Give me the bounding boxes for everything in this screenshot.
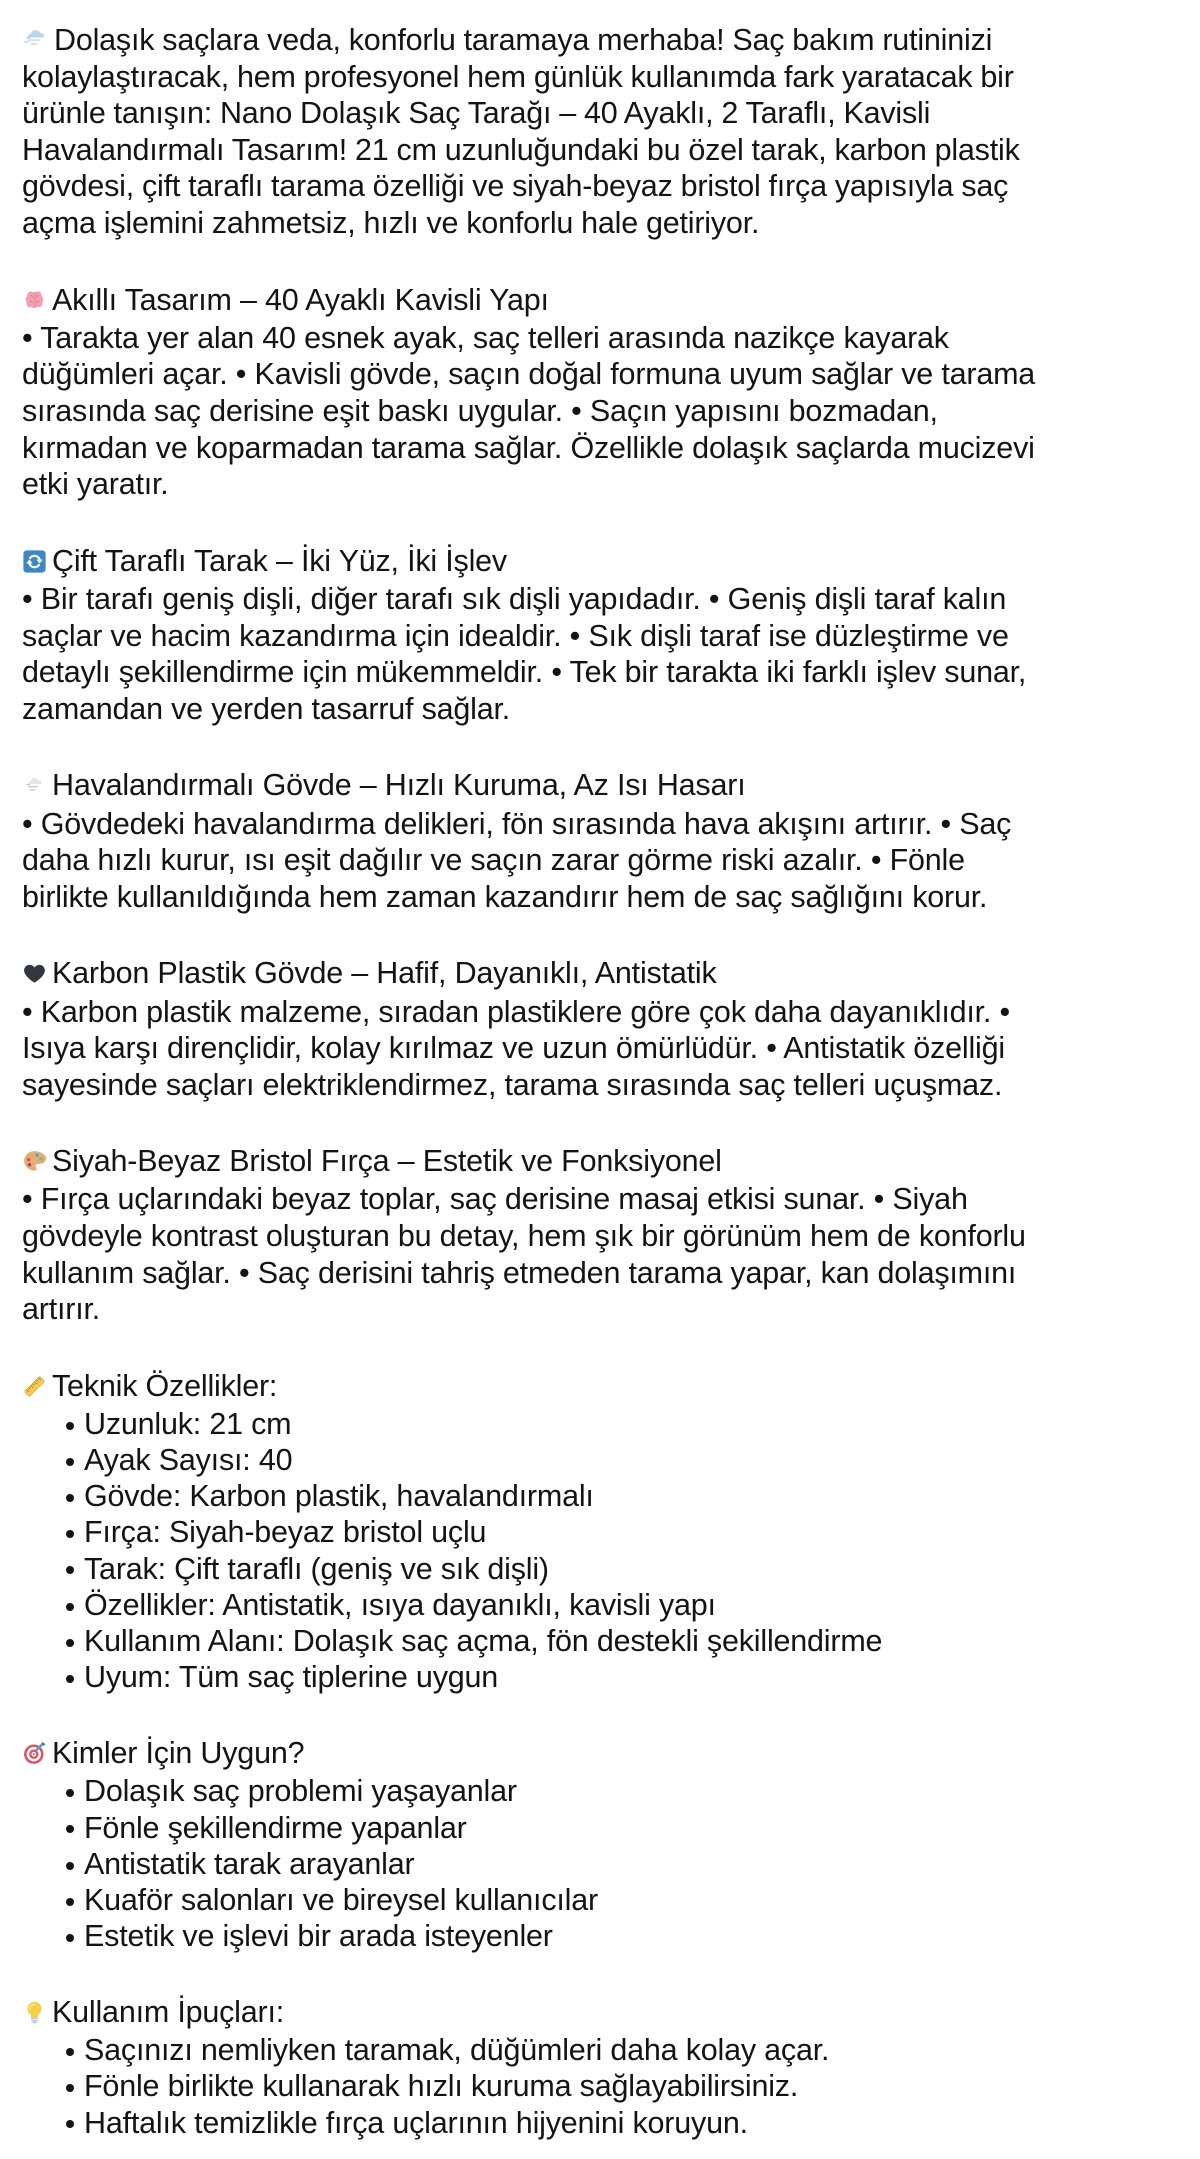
list-item: Ayak Sayısı: 40 <box>22 1442 1170 1478</box>
list-item: Uzunluk: 21 cm <box>22 1406 1170 1442</box>
list-item: Dolaşık saç problemi yaşayanlar <box>22 1773 1170 1809</box>
counterclockwise-arrows-icon <box>22 549 47 574</box>
list-item: Özellikler: Antistatik, ısıya dayanıklı, kavisli yapı <box>22 1587 1170 1623</box>
specs-heading <box>22 1368 1170 1405</box>
section-heading <box>22 955 1170 992</box>
section-heading-text: Karbon Plastik Gövde – Hafif, Dayanıklı, Antistatik <box>52 956 717 991</box>
section-teknik-ozellikler <box>22 1368 1170 1695</box>
black-heart-icon <box>22 961 47 986</box>
tips-heading-text: Kullanım İpuçları: <box>52 1995 285 2030</box>
list-item: Tarak: Çift taraflı (geniş ve sık dişli) <box>22 1551 1170 1587</box>
section-heading <box>22 543 1170 580</box>
list-item: Antistatik tarak arayanlar <box>22 1846 1170 1882</box>
list-item: Fırça: Siyah-beyaz bristol uçlu <box>22 1514 1170 1550</box>
list-item: Saçınızı nemliyken taramak, düğümleri daha kolay açar. <box>22 2032 1170 2068</box>
list-item: Haftalık temizlikle fırça uçlarının hijyenini koruyun. <box>22 2105 1170 2141</box>
brain-icon <box>22 288 47 313</box>
list-item: Estetik ve işlevi bir arada isteyenler <box>22 1918 1170 1954</box>
section-body: • Tarakta yer alan 40 esnek ayak, saç telleri arasında nazikçe kayarak düğümleri açar. • Kavisli gövde, saçın doğal formuna uyum sağlar ve tarama sırasında saç derisine eşit baskı uygular. • Saçın yapısını bozmadan, kırmadan ve koparmadan tarama sağlar. Özellikle dolaşık saçlarda mucizevi etki yaratır. <box>22 320 1036 502</box>
dashing-away-icon <box>22 26 49 53</box>
list-item: Kuaför salonları ve bireysel kullanıcılar <box>22 1882 1170 1918</box>
wind-blowing-icon <box>22 773 47 798</box>
list-item: Gövde: Karbon plastik, havalandırmalı <box>22 1478 1170 1514</box>
section-body: • Gövdedeki havalandırma delikleri, fön sırasında hava akışını artırır. • Saç daha hızlı kurur, ısı eşit dağılır ve saçın zarar görme riski azalır. • Fönle birlikte kullanıldığında hem zaman kazandırır hem de saç sağlığını korur. <box>22 806 1012 914</box>
section-heading-text: Havalandırmalı Gövde – Hızlı Kuruma, Az Isı Hasarı <box>52 768 746 803</box>
section-kullanim-ipuclari <box>22 1994 1170 2141</box>
audience-heading <box>22 1735 1170 1772</box>
tips-list <box>22 2032 1170 2140</box>
section-akilli-tasarim <box>22 282 1170 503</box>
section-havalandirmali-govde <box>22 767 1170 915</box>
audience-list <box>22 1773 1170 1954</box>
section-heading-text: Çift Taraflı Tarak – İki Yüz, İki İşlev <box>52 543 507 578</box>
intro-paragraph <box>22 22 1044 242</box>
list-item: Kullanım Alanı: Dolaşık saç açma, fön destekli şekillendirme <box>22 1623 1170 1659</box>
light-bulb-icon <box>22 2000 47 2025</box>
section-cift-tarafli-tarak <box>22 543 1170 728</box>
specs-heading-text: Teknik Özellikler: <box>52 1368 278 1403</box>
specs-list <box>22 1406 1170 1695</box>
section-heading-text: Siyah-Beyaz Bristol Fırça – Estetik ve Fonksiyonel <box>52 1144 722 1179</box>
section-heading-text: Akıllı Tasarım – 40 Ayaklı Kavisli Yapı <box>52 282 549 317</box>
section-heading <box>22 282 1170 319</box>
list-item: Fönle birlikte kullanarak hızlı kuruma sağlayabilirsiniz. <box>22 2068 1170 2104</box>
intro-text: Dolaşık saçlara veda, konforlu taramaya merhaba! Saç bakım rutininizi kolaylaştıracak, hem profesyonel hem günlük kullanımda fark yaratacak bir ürünle tanışın: Nano Dolaşık Saç Tarağı – 40 Ayaklı, 2 Taraflı, Kavisli Havalandırmalı Tasarım! 21 cm uzunluğundaki bu özel tarak, karbon plastik gövdesi, çift taraflı tarama özelliği ve siyah-beyaz bristol fırça yapısıyla saç açma işlemini zahmetsiz, hızlı ve konforlu hale getiriyor. <box>22 23 1020 240</box>
section-heading <box>22 767 1170 804</box>
section-bristol-firca <box>22 1143 1170 1328</box>
section-karbon-plastik-govde <box>22 955 1170 1103</box>
straight-ruler-icon <box>22 1374 47 1399</box>
tips-heading <box>22 1994 1170 2031</box>
list-item: Uyum: Tüm saç tiplerine uygun <box>22 1659 1170 1695</box>
section-body: • Karbon plastik malzeme, sıradan plastiklere göre çok daha dayanıklıdır. • Isıya karşı dirençlidir, kolay kırılmaz ve uzun ömürlüdür. • Antistatik özelliği sayesinde saçları elektriklendirmez, tarama sırasında saç telleri uçuşmaz. <box>22 994 1010 1102</box>
audience-heading-text: Kimler İçin Uygun? <box>52 1736 305 1771</box>
section-body: • Bir tarafı geniş dişli, diğer tarafı sık dişli yapıdadır. • Geniş dişli taraf kalın saçlar ve hacim kazandırma için idealdir. • Sık dişli taraf ise düzleştirme ve detaylı şekillendirme için mükemmeldir. • Tek bir tarakta iki farklı işlev sunar, zamandan ve yerden tasarruf sağlar. <box>22 581 1027 726</box>
section-heading <box>22 1143 1170 1180</box>
section-kimler-icin-uygun <box>22 1735 1170 1954</box>
artist-palette-icon <box>22 1149 47 1174</box>
section-body: • Fırça uçlarındaki beyaz toplar, saç derisine masaj etkisi sunar. • Siyah gövdeyle kontrast oluşturan bu detay, hem şık bir görünüm hem de konforlu kullanım sağlar. • Saç derisini tahriş etmeden tarama yapar, kan dolaşımını artırır. <box>22 1182 1026 1327</box>
bullseye-icon <box>22 1741 47 1766</box>
list-item: Fönle şekillendirme yapanlar <box>22 1810 1170 1846</box>
